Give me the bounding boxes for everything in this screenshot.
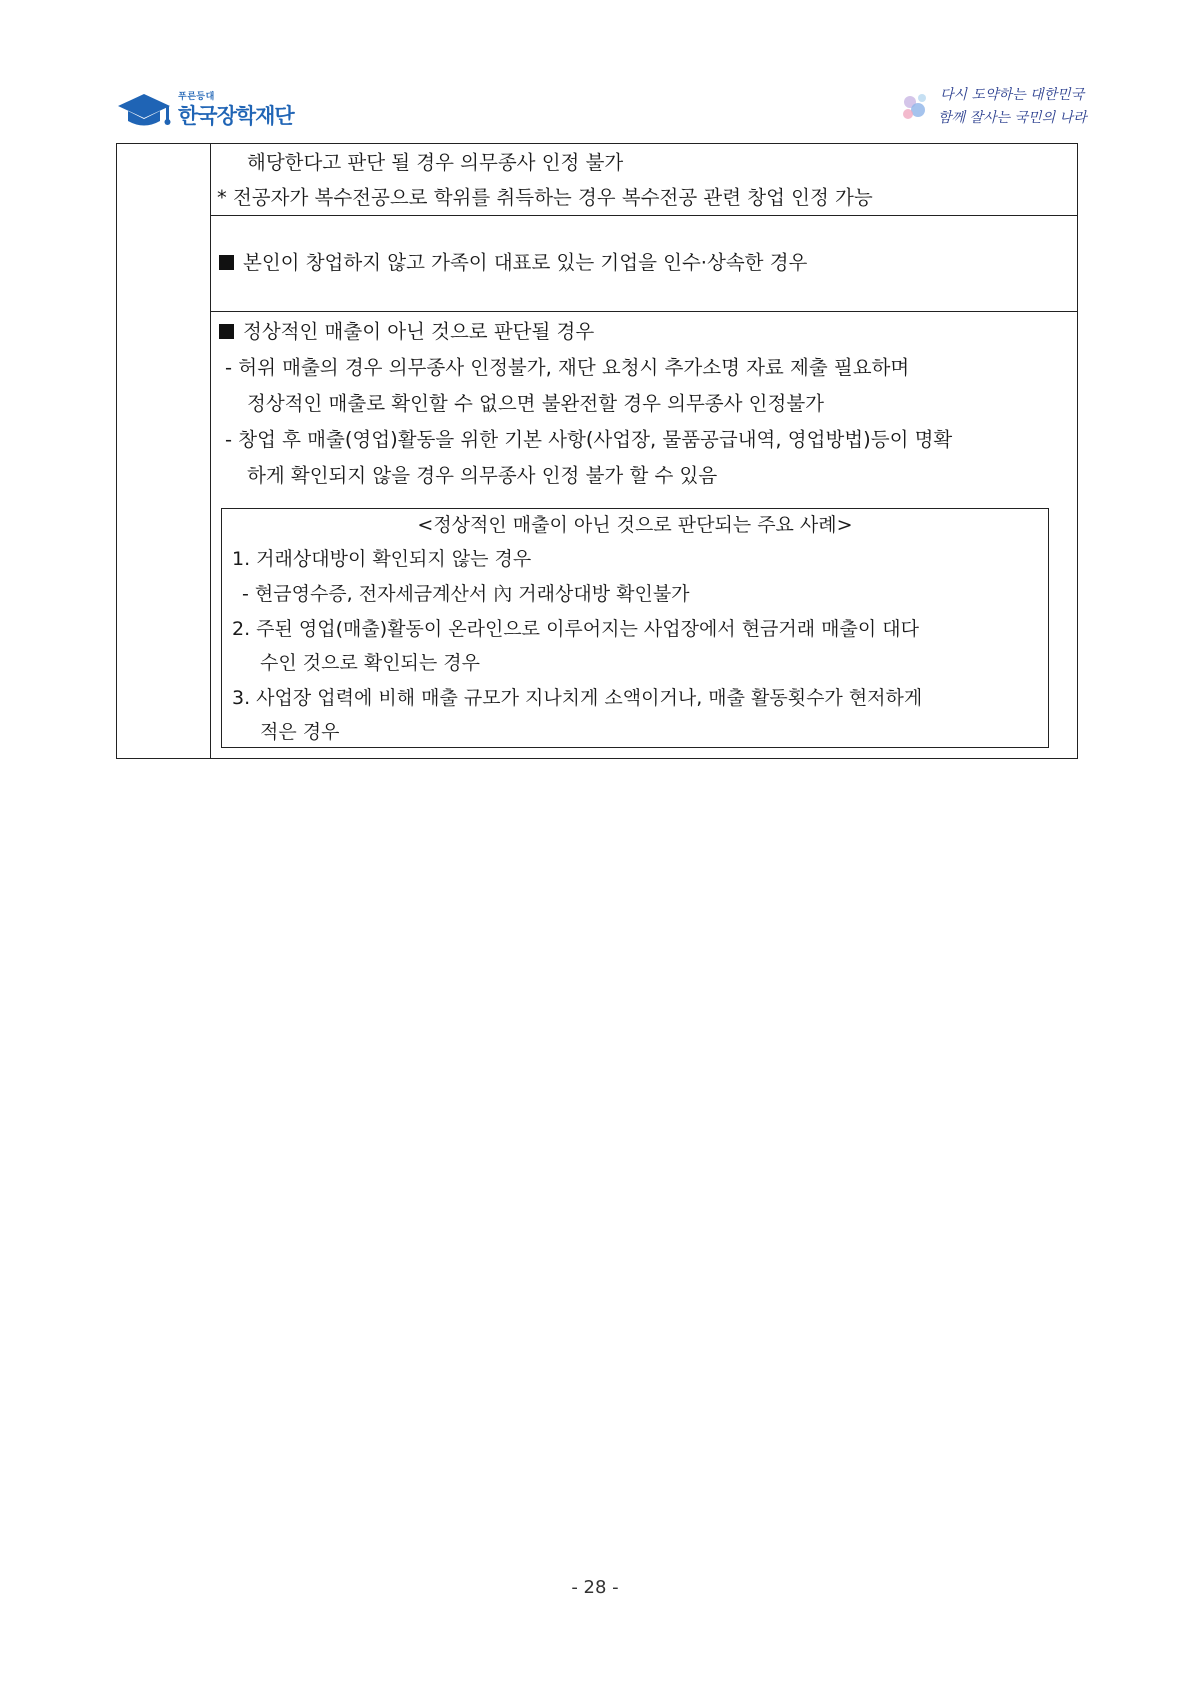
- case-2-line-2: 수인 것으로 확인되는 경우: [260, 652, 481, 674]
- case-1: 1. 거래상대방이 확인되지 않는 경우: [232, 548, 532, 570]
- box-title: <정상적인 매출이 아닌 것으로 판단되는 주요 사례>: [417, 514, 853, 536]
- case-2-line-1: 2. 주된 영업(매출)활동이 온라인으로 이루어지는 사업장에서 현금거래 매출이 대다: [232, 618, 919, 640]
- bullet-square-icon: [219, 324, 234, 339]
- bullet-square-icon: [219, 255, 234, 270]
- category-column: [117, 144, 211, 758]
- graduation-cap-icon: [116, 90, 174, 130]
- table-cell-abnormal-sales: [211, 312, 1077, 758]
- logo-name: 한국장학재단: [178, 104, 294, 128]
- cell3-item1-line-1: - 허위 매출의 경우 의무종사 인정불가, 재단 요청시 추가소명 자료 제출 필요하며: [225, 356, 910, 379]
- cell3-heading: 정상적인 매출이 아닌 것으로 판단될 경우: [219, 316, 594, 344]
- slogan-line-1: 다시 도약하는 대한민국: [940, 87, 1085, 103]
- kosaf-logo: [116, 86, 296, 132]
- slogan-line-2: 함께 잘사는 국민의 나라: [938, 110, 1087, 126]
- cell1-line-2: * 전공자가 복수전공으로 학위를 취득하는 경우 복수전공 관련 창업 인정 가능: [217, 186, 873, 209]
- cell3-item1-line-2: 정상적인 매출로 확인할 수 없으면 불완전할 경우 의무종사 인정불가: [247, 392, 825, 415]
- case-3-line-2: 적은 경우: [260, 721, 340, 743]
- cell3-item2-line-1: - 창업 후 매출(영업)활동을 위한 기본 사항(사업장, 물품공급내역, 영업방법)등이 명확: [225, 428, 953, 451]
- cell3-item2-line-2: 하게 확인되지 않을 경우 의무종사 인정 불가 할 수 있음: [247, 464, 718, 487]
- government-slogan: [898, 82, 1088, 134]
- cell1-line-1: 해당한다고 판단 될 경우 의무종사 인정 불가: [247, 151, 624, 174]
- cell2-line-1: 본인이 창업하지 않고 가족이 대표로 있는 기업을 인수·상속한 경우: [219, 247, 807, 275]
- table-cell-family-business: [211, 216, 1077, 312]
- logo-small-text: 푸른등대: [178, 92, 215, 102]
- page-number: - 28 -: [571, 1577, 619, 1598]
- case-3-line-1: 3. 사업장 업력에 비해 매출 규모가 지나치게 소액이거나, 매출 활동횟수가 현저하게: [232, 687, 923, 709]
- example-cases-box: [221, 508, 1049, 748]
- content-table: [116, 143, 1078, 759]
- table-cell-dual-major: [211, 144, 1077, 216]
- slogan-emblem-icon: [898, 88, 934, 126]
- case-1-sub: - 현금영수증, 전자세금계산서 內 거래상대방 확인불가: [242, 583, 690, 605]
